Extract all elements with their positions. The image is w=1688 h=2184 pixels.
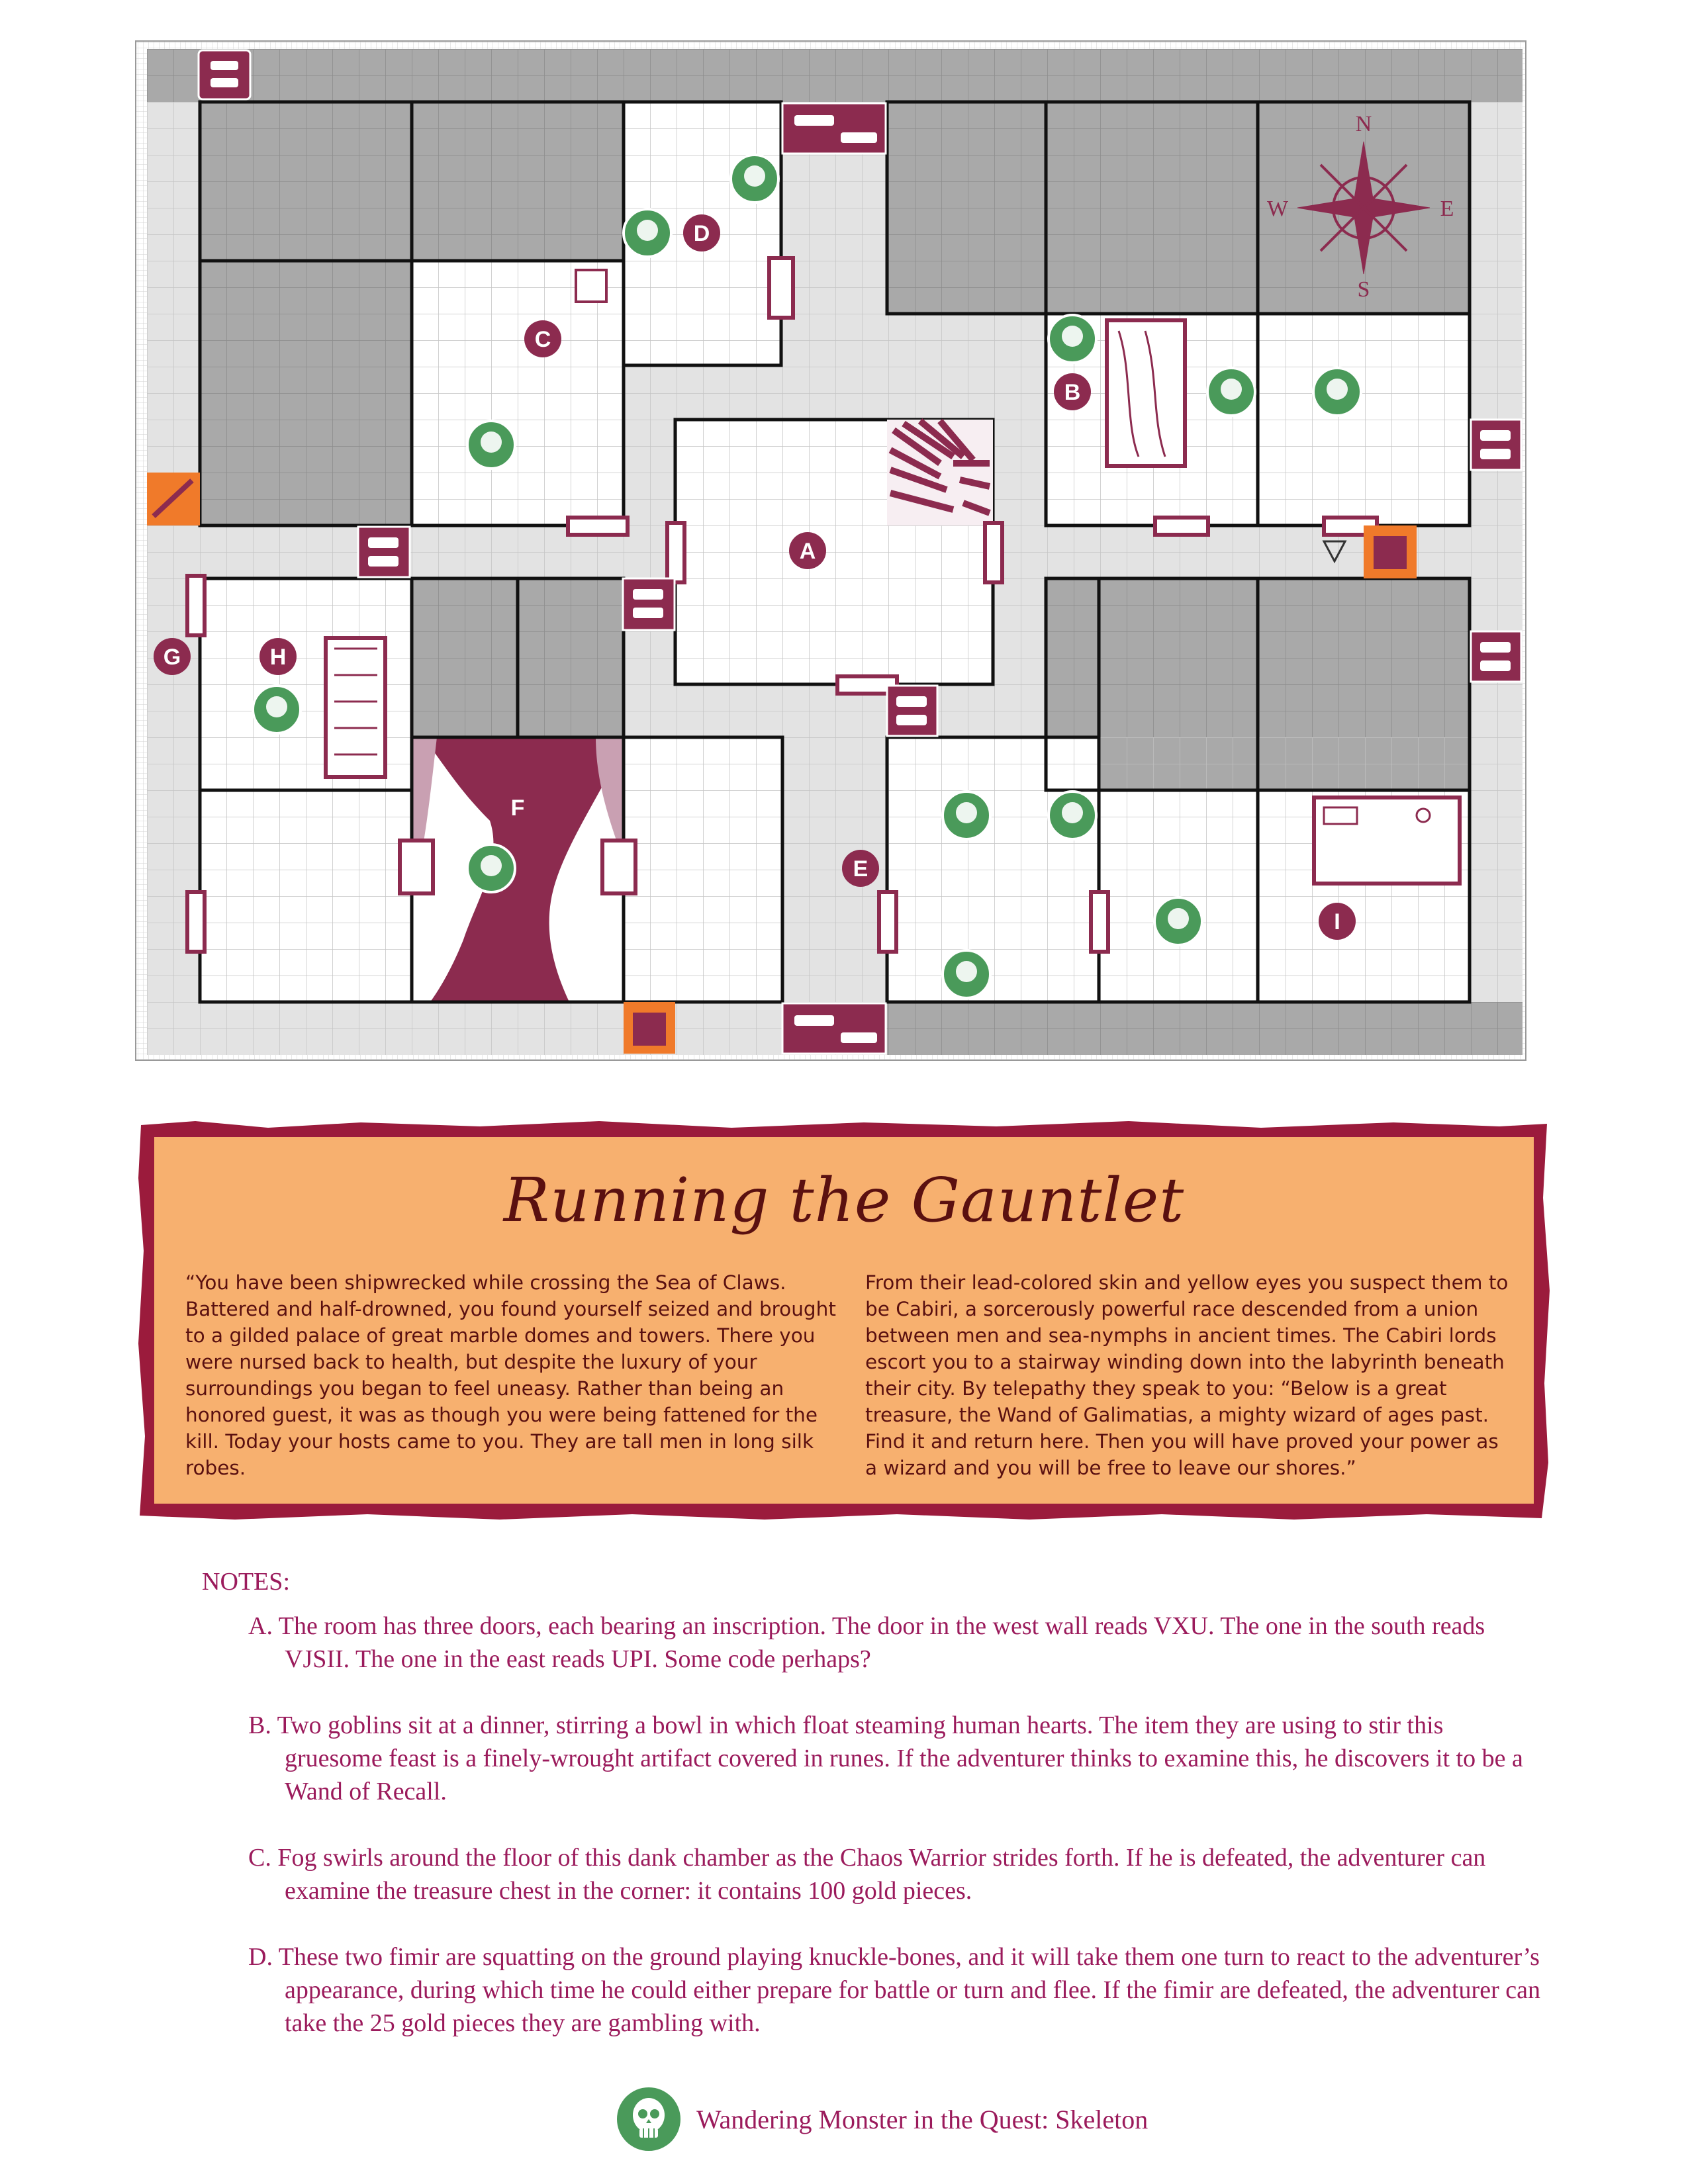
notes-heading: NOTES: xyxy=(202,1568,290,1596)
skeleton-icon xyxy=(616,2086,682,2152)
room-label-e: E xyxy=(853,856,868,882)
note-c: C. Fog swirls around the floor of this dank chamber as the Chaos Warrior strides forth. If he is defeated, the adventurer can examine the treasure chest in the corner: it contains 100 gold pieces. xyxy=(248,1844,1486,1905)
note-a: A. The room has three doors, each bearing an inscription. The door in the west wall reads VXU. The one in the south reads VJSII. The one in the east reads UPI. Some code perhaps? xyxy=(248,1612,1485,1673)
room-label-h: H xyxy=(269,645,287,670)
quest-title: Running the Gauntlet xyxy=(503,1165,1185,1236)
intro-text-left: “You have been shipwrecked while crossing the Sea of Claws. Battered and half-drowned, you found yourself seized and brought to a gilded palace of great marble domes and towers. There you were nursed back to health, but despite the luxury of your surroundings you began to feel uneasy. Rather than being an honored guest, it was as though you were being fattened for the kill. Today your hosts came to you. They are tall men in long silk robes. xyxy=(185,1271,836,1479)
note-b: B. Two goblins sit at a dinner, stirring a bowl in which float steaming human hearts. The item they are using to stir this gruesome feast is a finely-wrought artifact covered in runes. If the adventurer thinks to examine this, he discovers it to be a Wand of Recall. xyxy=(248,1711,1523,1805)
note-d: D. These two fimir are squatting on the ground playing knuckle-bones, and it will take them one turn to react to the adventurer’s appearance, during which time he could either prepare for battle or turn and flee. If the fimir are defeated, the adventurer can take the 25 gold pieces they are gambling with. xyxy=(248,1943,1540,2037)
room-label-f: F xyxy=(510,796,525,821)
compass-south: S xyxy=(1357,277,1370,302)
intro-text-right: From their lead-colored skin and yellow eyes you suspect them to be Cabiri, a sorcerously powerful race descended from a union between men and sea-nymphs in ancient times. The Cabiri lords escort you to a stairway winding down into the labyrinth beneath their city. By telepathy they speak to you: “Below is a great treasure, the Wand of Galimatias, a mighty wizard of ages past. Find it and return here. Then you will have proved your power as a wizard and you will be free to leave our shores.” xyxy=(865,1271,1509,1479)
room-label-i: I xyxy=(1334,909,1340,934)
room-label-a: A xyxy=(799,539,816,564)
wandering-monster-text: Wandering Monster in the Quest: Skeleton xyxy=(696,2104,1149,2134)
room-label-g: G xyxy=(163,645,181,670)
compass-west: W xyxy=(1266,197,1289,221)
wandering-monster xyxy=(616,2086,1148,2152)
compass-east: E xyxy=(1440,197,1454,221)
room-label-c: C xyxy=(534,327,551,352)
stairway-icon xyxy=(887,420,993,525)
intro-banner xyxy=(136,1118,1552,1522)
compass-north: N xyxy=(1355,112,1372,136)
room-label-b: B xyxy=(1064,380,1081,405)
room-label-d: D xyxy=(693,221,710,246)
